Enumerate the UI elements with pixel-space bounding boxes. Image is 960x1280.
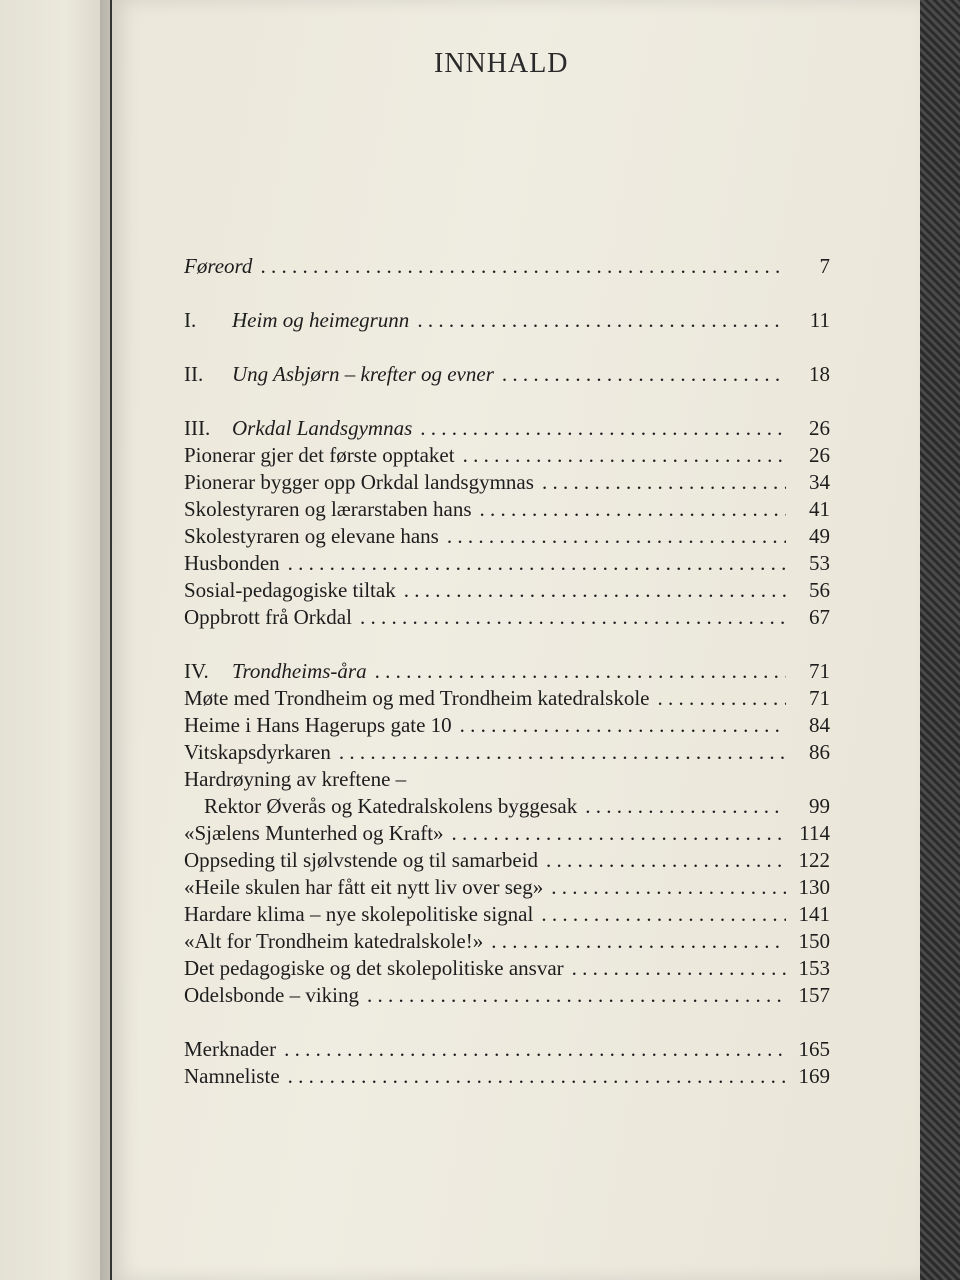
- toc-entry-label: «Sjælens Munterhed og Kraft»: [184, 821, 444, 845]
- toc-entry-label: Namneliste: [184, 1064, 280, 1088]
- toc-entry-label: Husbonden: [184, 551, 280, 575]
- toc-entry-page: 114: [799, 821, 830, 845]
- toc-entry: [184, 470, 830, 497]
- toc-entry: [184, 740, 830, 767]
- dot-leader: [447, 524, 786, 549]
- toc-entry: [184, 497, 830, 524]
- toc-entry: [184, 416, 830, 443]
- dot-leader: [480, 497, 786, 522]
- toc-entry: [184, 254, 830, 281]
- toc-entry: [184, 1037, 830, 1064]
- dot-leader: [420, 416, 786, 441]
- toc-entry-page: 71: [809, 686, 830, 710]
- dot-leader: [367, 983, 786, 1008]
- toc-entry-page: 34: [809, 470, 830, 494]
- toc-entry-label: Trondheims-åra: [232, 659, 367, 683]
- dot-leader: [360, 605, 786, 630]
- toc-entry-label: Sosial-pedagogiske tiltak: [184, 578, 396, 602]
- toc-entry: [184, 1064, 830, 1091]
- toc-entry-label: Pionerar gjer det første opptaket: [184, 443, 455, 467]
- dot-leader: [288, 1064, 786, 1089]
- facing-page-edge: [0, 0, 110, 1280]
- toc-entry-label: Møte med Trondheim og med Trondheim katedralskole: [184, 686, 650, 710]
- dot-leader: [339, 740, 786, 765]
- toc-entry-label: Oppseding til sjølvstende og til samarbeid: [184, 848, 539, 872]
- toc-entry-label: «Heile skulen har fått eit nytt liv over seg»: [184, 875, 544, 899]
- dot-leader: [657, 686, 786, 711]
- toc-entry-page: 150: [798, 929, 830, 953]
- dot-leader: [546, 848, 786, 873]
- toc-entry-label: Skolestyraren og elevane hans: [184, 524, 439, 548]
- table-of-contents: [184, 254, 830, 1091]
- toc-entry-page: 26: [809, 416, 830, 440]
- toc-entry: [184, 362, 830, 389]
- dot-leader: [452, 821, 786, 846]
- toc-entry: [184, 605, 830, 632]
- dot-leader: [542, 470, 786, 495]
- dot-leader: [288, 551, 786, 576]
- toc-entry-label: «Alt for Trondheim katedralskole!»: [184, 929, 484, 953]
- toc-entry-page: 169: [798, 1064, 830, 1088]
- chapter-number: I.: [184, 308, 197, 332]
- toc-entry-label: Pionerar bygger opp Orkdal landsgymnas: [184, 470, 534, 494]
- dot-leader: [284, 1037, 786, 1062]
- toc-entry-page: 49: [809, 524, 830, 548]
- toc-entry-page: 99: [809, 794, 830, 818]
- toc-entry-page: 26: [809, 443, 830, 467]
- toc-entry: [184, 821, 830, 848]
- toc-entry-label: Hardare klima – nye skolepolitiske signal: [184, 902, 534, 926]
- dot-leader: [260, 254, 786, 279]
- toc-entry: [184, 929, 830, 956]
- toc-entry-page: 153: [798, 956, 830, 980]
- dot-leader: [404, 578, 786, 603]
- toc-entry-label: Orkdal Landsgymnas: [232, 416, 413, 440]
- toc-entry-page: 130: [798, 875, 830, 899]
- toc-entry-label: Merknader: [184, 1037, 277, 1061]
- chapter-number: III.: [184, 416, 211, 440]
- toc-entry-label: Odelsbonde – viking: [184, 983, 359, 1007]
- toc-entry-page: 41: [809, 497, 830, 521]
- toc-entry: [184, 875, 830, 902]
- dot-leader: [417, 308, 786, 333]
- toc-entry-label: Skolestyraren og lærarstaben hans: [184, 497, 472, 521]
- toc-entry-page: 86: [809, 740, 830, 764]
- page-title: INNHALD: [434, 48, 569, 79]
- toc-entry-page: 53: [809, 551, 830, 575]
- toc-entry-page: 71: [809, 659, 830, 683]
- dot-leader: [460, 713, 786, 738]
- toc-entry-label: Det pedagogiske og det skolepolitiske ansvar: [184, 956, 564, 980]
- dot-leader: [551, 875, 786, 900]
- toc-entry: [184, 983, 830, 1010]
- toc-entry: [184, 902, 830, 929]
- toc-entry: [184, 551, 830, 578]
- toc-entry-page: 7: [819, 254, 830, 278]
- dot-leader: [572, 956, 786, 981]
- toc-entry-label: Heime i Hans Hagerups gate 10: [184, 713, 452, 737]
- toc-entry-page: 157: [798, 983, 830, 1007]
- toc-entry: [184, 308, 830, 335]
- toc-entry-page: 122: [798, 848, 830, 872]
- chapter-number: IV.: [184, 659, 209, 683]
- toc-entry: [184, 848, 830, 875]
- toc-entry-label: Heim og heimegrunn: [232, 308, 410, 332]
- book-page: [112, 0, 920, 1280]
- toc-entry: [184, 524, 830, 551]
- toc-entry-page: 141: [798, 902, 830, 926]
- dot-leader: [585, 794, 786, 819]
- toc-entry-label: Rektor Øverås og Katedralskolens byggesak: [204, 794, 578, 818]
- toc-entry: [184, 578, 830, 605]
- toc-entry-label: Hardrøyning av kreftene –: [184, 767, 407, 791]
- toc-entry: [184, 659, 830, 686]
- toc-entry-page: 84: [809, 713, 830, 737]
- toc-entry: [184, 794, 830, 821]
- dot-leader: [541, 902, 786, 927]
- toc-entry-label: Vitskapsdyrkaren: [184, 740, 331, 764]
- dot-leader: [463, 443, 786, 468]
- dot-leader: [375, 659, 786, 684]
- toc-entry: [184, 956, 830, 983]
- toc-entry: [184, 443, 830, 470]
- toc-entry-page: 67: [809, 605, 830, 629]
- toc-entry: [184, 686, 830, 713]
- toc-entry-label: Føreord: [184, 254, 253, 278]
- toc-entry-page: 11: [809, 308, 830, 332]
- dot-leader: [502, 362, 786, 387]
- toc-entry-label: Oppbrott frå Orkdal: [184, 605, 352, 629]
- toc-entry-label: Ung Asbjørn – krefter og evner: [232, 362, 494, 386]
- chapter-number: II.: [184, 362, 204, 386]
- toc-entry-page: 165: [798, 1037, 830, 1061]
- dot-leader: [491, 929, 786, 954]
- toc-entry-page: 56: [809, 578, 830, 602]
- toc-entry: [184, 767, 830, 794]
- toc-entry-page: 18: [809, 362, 830, 386]
- toc-entry: [184, 713, 830, 740]
